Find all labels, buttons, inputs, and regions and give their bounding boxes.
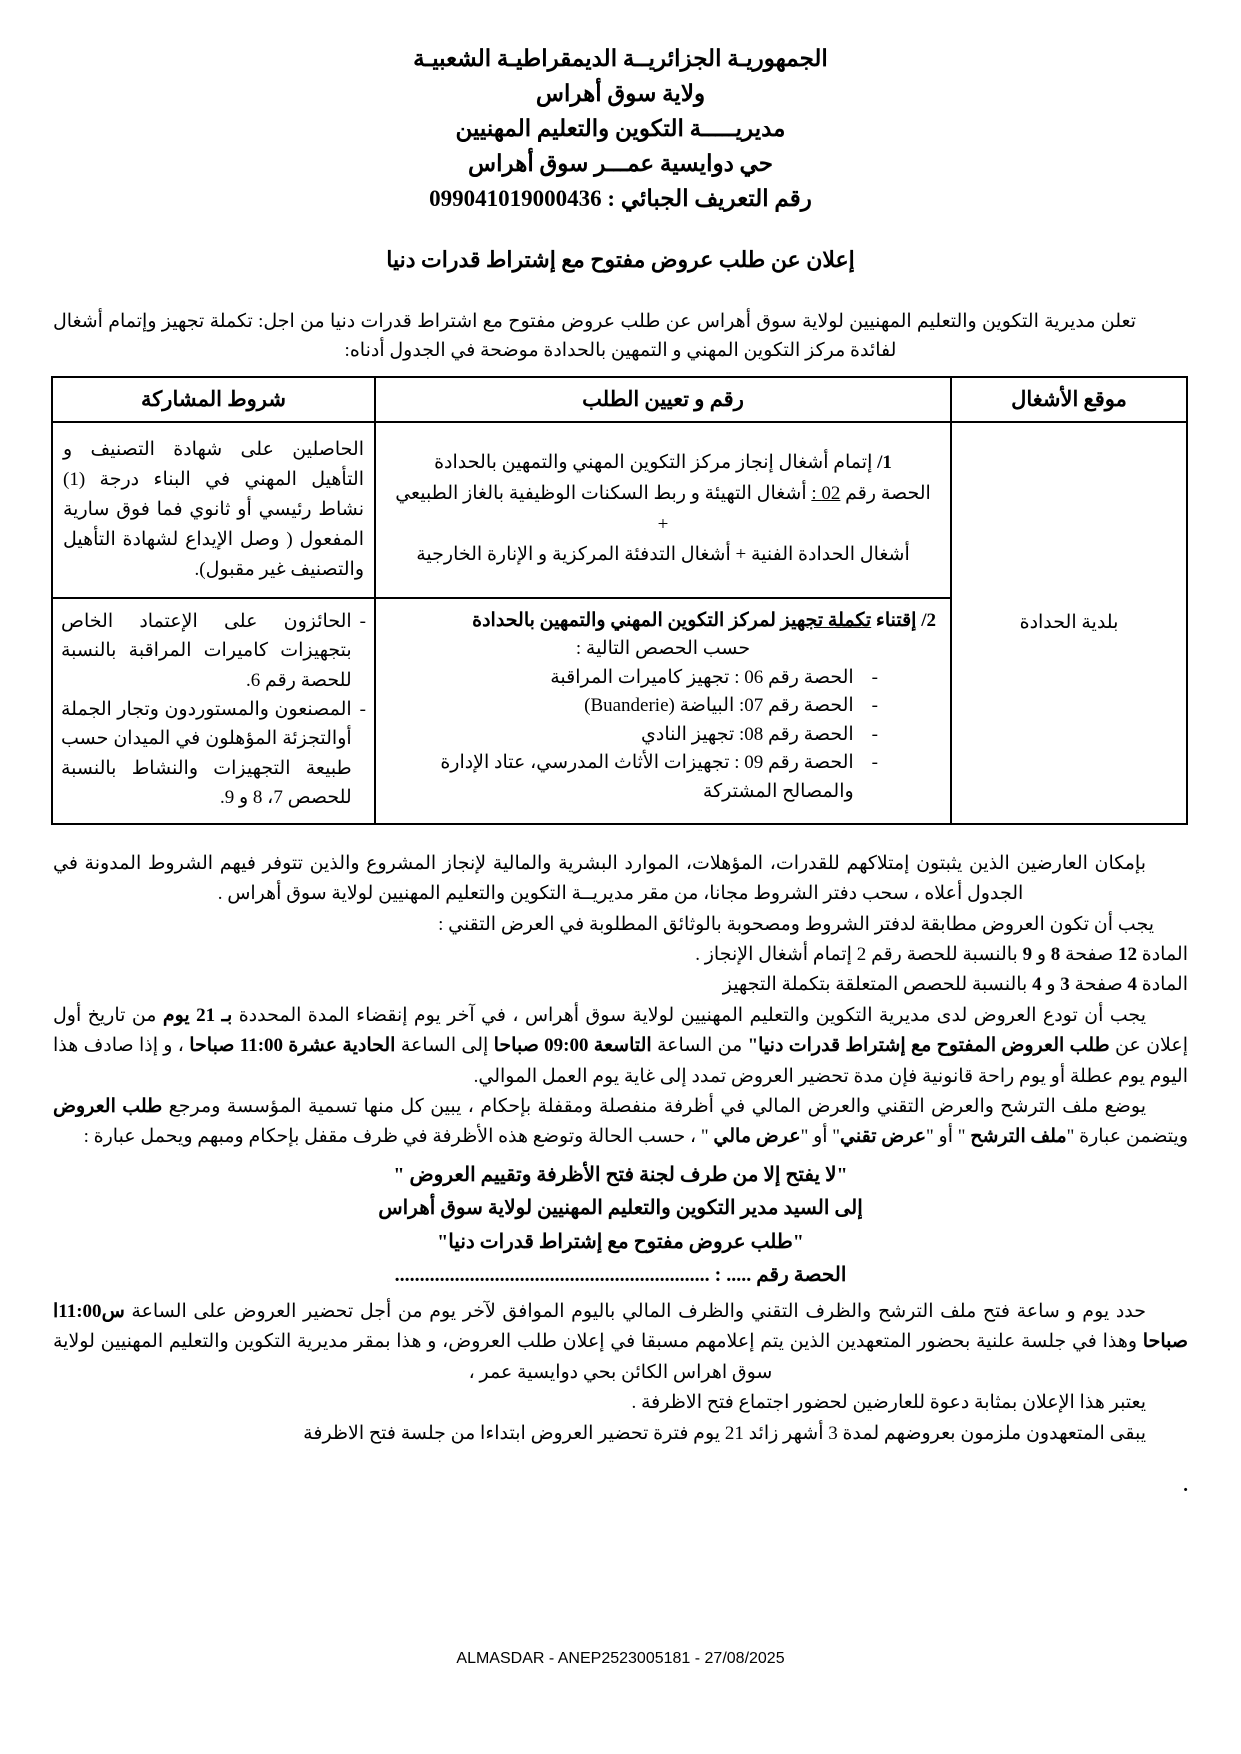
intro-paragraph: تعلن مديرية التكوين والتعليم المهنيين لولاية سوق أهراس عن طلب عروض مفتوح مع اشتراط قدرات دنيا من اجل: تكملة تجهيز وإتمام أشغال لفائدة مركز التكوين المهني و التمهين بالحدادة موضحة في الجدول أدناه: bbox=[53, 310, 1136, 362]
lot-item-07 bbox=[390, 692, 936, 721]
dash-bullet: - bbox=[359, 699, 366, 721]
col-header-participation-conditions: شروط المشاركة bbox=[52, 377, 375, 422]
paragraph-submission-deadline: يجب أن تودع العروض لدى مديرية التكوين والتعليم المهنيين لولاية سوق أهراس ، في آخر يوم إنقضاء المدة المحددة بـ 21 يوم من تاريخ أول إعلان عن طلب العروض المفتوح مع إشتراط قدرات دنيا" من الساعة التاسعة 09:00 صباحا إلى الساعة الحادية عشرة 11:00 صباحا ، و إذا صادف هذا اليوم يوم عطلة أو يوم راحة قانونية فإن مدة تحضير العروض تمدد إلى غاية يوم العمل الموالي. bbox=[53, 1004, 1188, 1087]
address-line: حي دوايسية عمـــر سوق أهراس bbox=[468, 150, 773, 176]
request-2-subheading: حسب الحصص التالية : bbox=[575, 638, 751, 660]
request-2-heading: 2/ إقتناء تكملة تجهيز لمركز التكوين المهني والتمهين بالحدادة bbox=[472, 609, 936, 631]
lot-item-06 bbox=[390, 664, 936, 693]
envelope-line-tender-title: "طلب عروض مفتوح مع إشتراط قدرات دنيا" bbox=[437, 1230, 804, 1253]
dash-bullet: - bbox=[871, 752, 878, 774]
col-header-request-designation: رقم و تعيين الطلب bbox=[375, 377, 951, 422]
paragraph-envelopes-instructions: يوضع ملف الترشح والعرض التقني والعرض المالي في أظرفة منفصلة ومقفلة بإحكام ، يبين كل منها تسمية المؤسسة ومرجع طلب العروض ويتضمن عبارة "ملف الترشح " أو "عرض تقني" أو "عرض مالي " ، حسب الحالة وتوضع هذه الأظرفة في ظرف مقفل بإحكام ومبهم ويحمل عبارة : bbox=[53, 1095, 1188, 1148]
dash-bullet: - bbox=[871, 695, 878, 717]
envelope-line-lot-number: الحصة رقم ..... : ............................................................... bbox=[394, 1264, 847, 1287]
paragraph-withdraw-specs: بإمكان العارضين الذين يثبتون إمتلاكهم للقدرات، المؤهلات، الموارد البشرية والمالية لإنجاز المشروع والذين تتوفر فيهم الشروط المدونة في الجدول أعلاه ، سحب دفتر الشروط مجانا، من مقر مديريــة التكوين والتعليم المهنيين لولاية سوق أهراس . bbox=[53, 852, 1146, 905]
wilaya-line: ولاية سوق أهراس bbox=[535, 80, 706, 106]
paragraph-article-4: المادة 4 صفحة 3 و 4 بالنسبة للحصص المتعلقة بتكملة التجهيز bbox=[722, 974, 1188, 996]
republic-title-line: الجمهوريـة الجزائريــة الديمقراطيـة الشعبيـة bbox=[413, 46, 828, 71]
table-row-1 bbox=[52, 422, 1187, 598]
envelope-line-addressee: إلى السيد مدير التكوين والتعليم المهنيين لولاية سوق أهراس bbox=[378, 1197, 863, 1220]
body-text bbox=[53, 849, 1188, 1497]
request-1-line-3: أشغال الحدادة الفنية + أشغال التدفئة المركزية و الإنارة الخارجية bbox=[416, 544, 910, 566]
paragraph-required-documents: يجب أن تكون العروض مطابقة لدفتر الشروط ومصحوبة بالوثائق المطلوبة في العرض التقني : bbox=[438, 913, 1154, 935]
dash-bullet: - bbox=[359, 610, 366, 632]
lot-item-text: الحصة رقم 07: البياضة (Buanderie) bbox=[584, 695, 854, 717]
table-head bbox=[52, 377, 1187, 422]
document-header bbox=[53, 42, 1188, 217]
table-header-row bbox=[52, 377, 1187, 422]
paragraph-article-12: المادة 12 صفحة 8 و 9 بالنسبة للحصة رقم 2 إتمام أشغال الإنجاز . bbox=[695, 943, 1188, 965]
paragraph-invitation: يعتبر هذا الإعلان بمثابة دعوة للعارضين لحضور اجتماع فتح الاظرفة . bbox=[631, 1392, 1146, 1414]
conditions-item-text: الحائزون على الإعتماد الخاص بتجهيزات كاميرات المراقبة بالنسبة للحصة رقم 6. bbox=[61, 610, 352, 691]
period-mark: . bbox=[1183, 1475, 1188, 1497]
conditions-2-cell bbox=[52, 598, 375, 824]
footer-anep-reference: ALMASDAR - ANEP2523005181 - 27/08/2025 bbox=[456, 1650, 785, 1667]
conditions-2-item-2 bbox=[61, 695, 366, 813]
dash-bullet: - bbox=[871, 666, 878, 688]
directorate-line: مديريـــــة التكوين والتعليم المهنيين bbox=[455, 115, 786, 141]
tender-table bbox=[51, 376, 1188, 825]
table-body bbox=[52, 422, 1187, 824]
works-location-cell: بلدية الحدادة bbox=[951, 422, 1187, 824]
envelope-inscription-block bbox=[53, 1159, 1188, 1293]
request-1-cell bbox=[375, 422, 951, 598]
conditions-1-cell: الحاصلين على شهادة التصنيف و التأهيل المهني في البناء درجة (1) نشاط رئيسي أو ثانوي فما فوق سارية المفعول ( وصل الإيداع لشهادة التأهيل والتصنيف غير مقبول). bbox=[52, 422, 375, 598]
request-2-cell bbox=[375, 598, 951, 824]
request-1-line-1: 1/ إتمام أشغال إنجاز مركز التكوين المهني والتمهين بالحدادة bbox=[434, 452, 892, 474]
lot-item-text: الحصة رقم 09 : تجهيزات الأثاث المدرسي، عتاد الإدارة والمصالح المشتركة bbox=[440, 752, 854, 802]
col-header-works-location: موقع الأشغال bbox=[951, 377, 1187, 422]
lot-item-08 bbox=[390, 721, 936, 750]
lot-item-text: الحصة رقم 08: تجهيز النادي bbox=[641, 723, 854, 745]
lot-item-text: الحصة رقم 06 : تجهيز كاميرات المراقبة bbox=[550, 666, 854, 688]
dash-bullet: - bbox=[871, 723, 878, 745]
conditions-item-text: المصنعون والمستوردون وتجار الجملة أوالتجزئة المؤهلون في الميدان حسب طبيعة التجهيزات والنشاط بالنسبة للحصص 7، 8 و 9. bbox=[61, 699, 352, 809]
lot-item-09 bbox=[390, 749, 936, 806]
request-1-line-2: الحصة رقم 02 : أشغال التهيئة و ربط السكنات الوظيفية بالغاز الطبيعي + bbox=[395, 482, 931, 535]
envelope-line-do-not-open: "لا يفتح إلا من طرف لجنة فتح الأظرفة وتقييم العروض " bbox=[393, 1163, 848, 1186]
paragraph-offer-validity: يبقى المتعهدون ملزمون بعروضهم لمدة 3 أشهر زائد 21 يوم فترة تحضير العروض ابتداءا من جلسة فتح الاظرفة bbox=[303, 1422, 1146, 1444]
conditions-2-item-1 bbox=[61, 607, 366, 695]
tax-id-line: رقم التعريف الجبائي : 099041019000436 bbox=[429, 185, 812, 211]
paragraph-opening-session: حدد يوم و ساعة فتح ملف الترشح والظرف التقني والظرف المالي باليوم الموافق لآخر يوم من أجل تحضير العروض على الساعة س11:00ا صباحا وهذا في جلسة علنية بحضور المتعهدين الذين يتم إعلامهم مسبقا في إعلان طلب العروض، و هذا بمقر مديرية التكوين والتعليم المهنيين لولاية سوق اهراس الكائن بحي دوايسية عمر ، bbox=[53, 1301, 1188, 1383]
announcement-title: إعلان عن طلب عروض مفتوح مع إشتراط قدرات دنيا bbox=[386, 246, 855, 272]
